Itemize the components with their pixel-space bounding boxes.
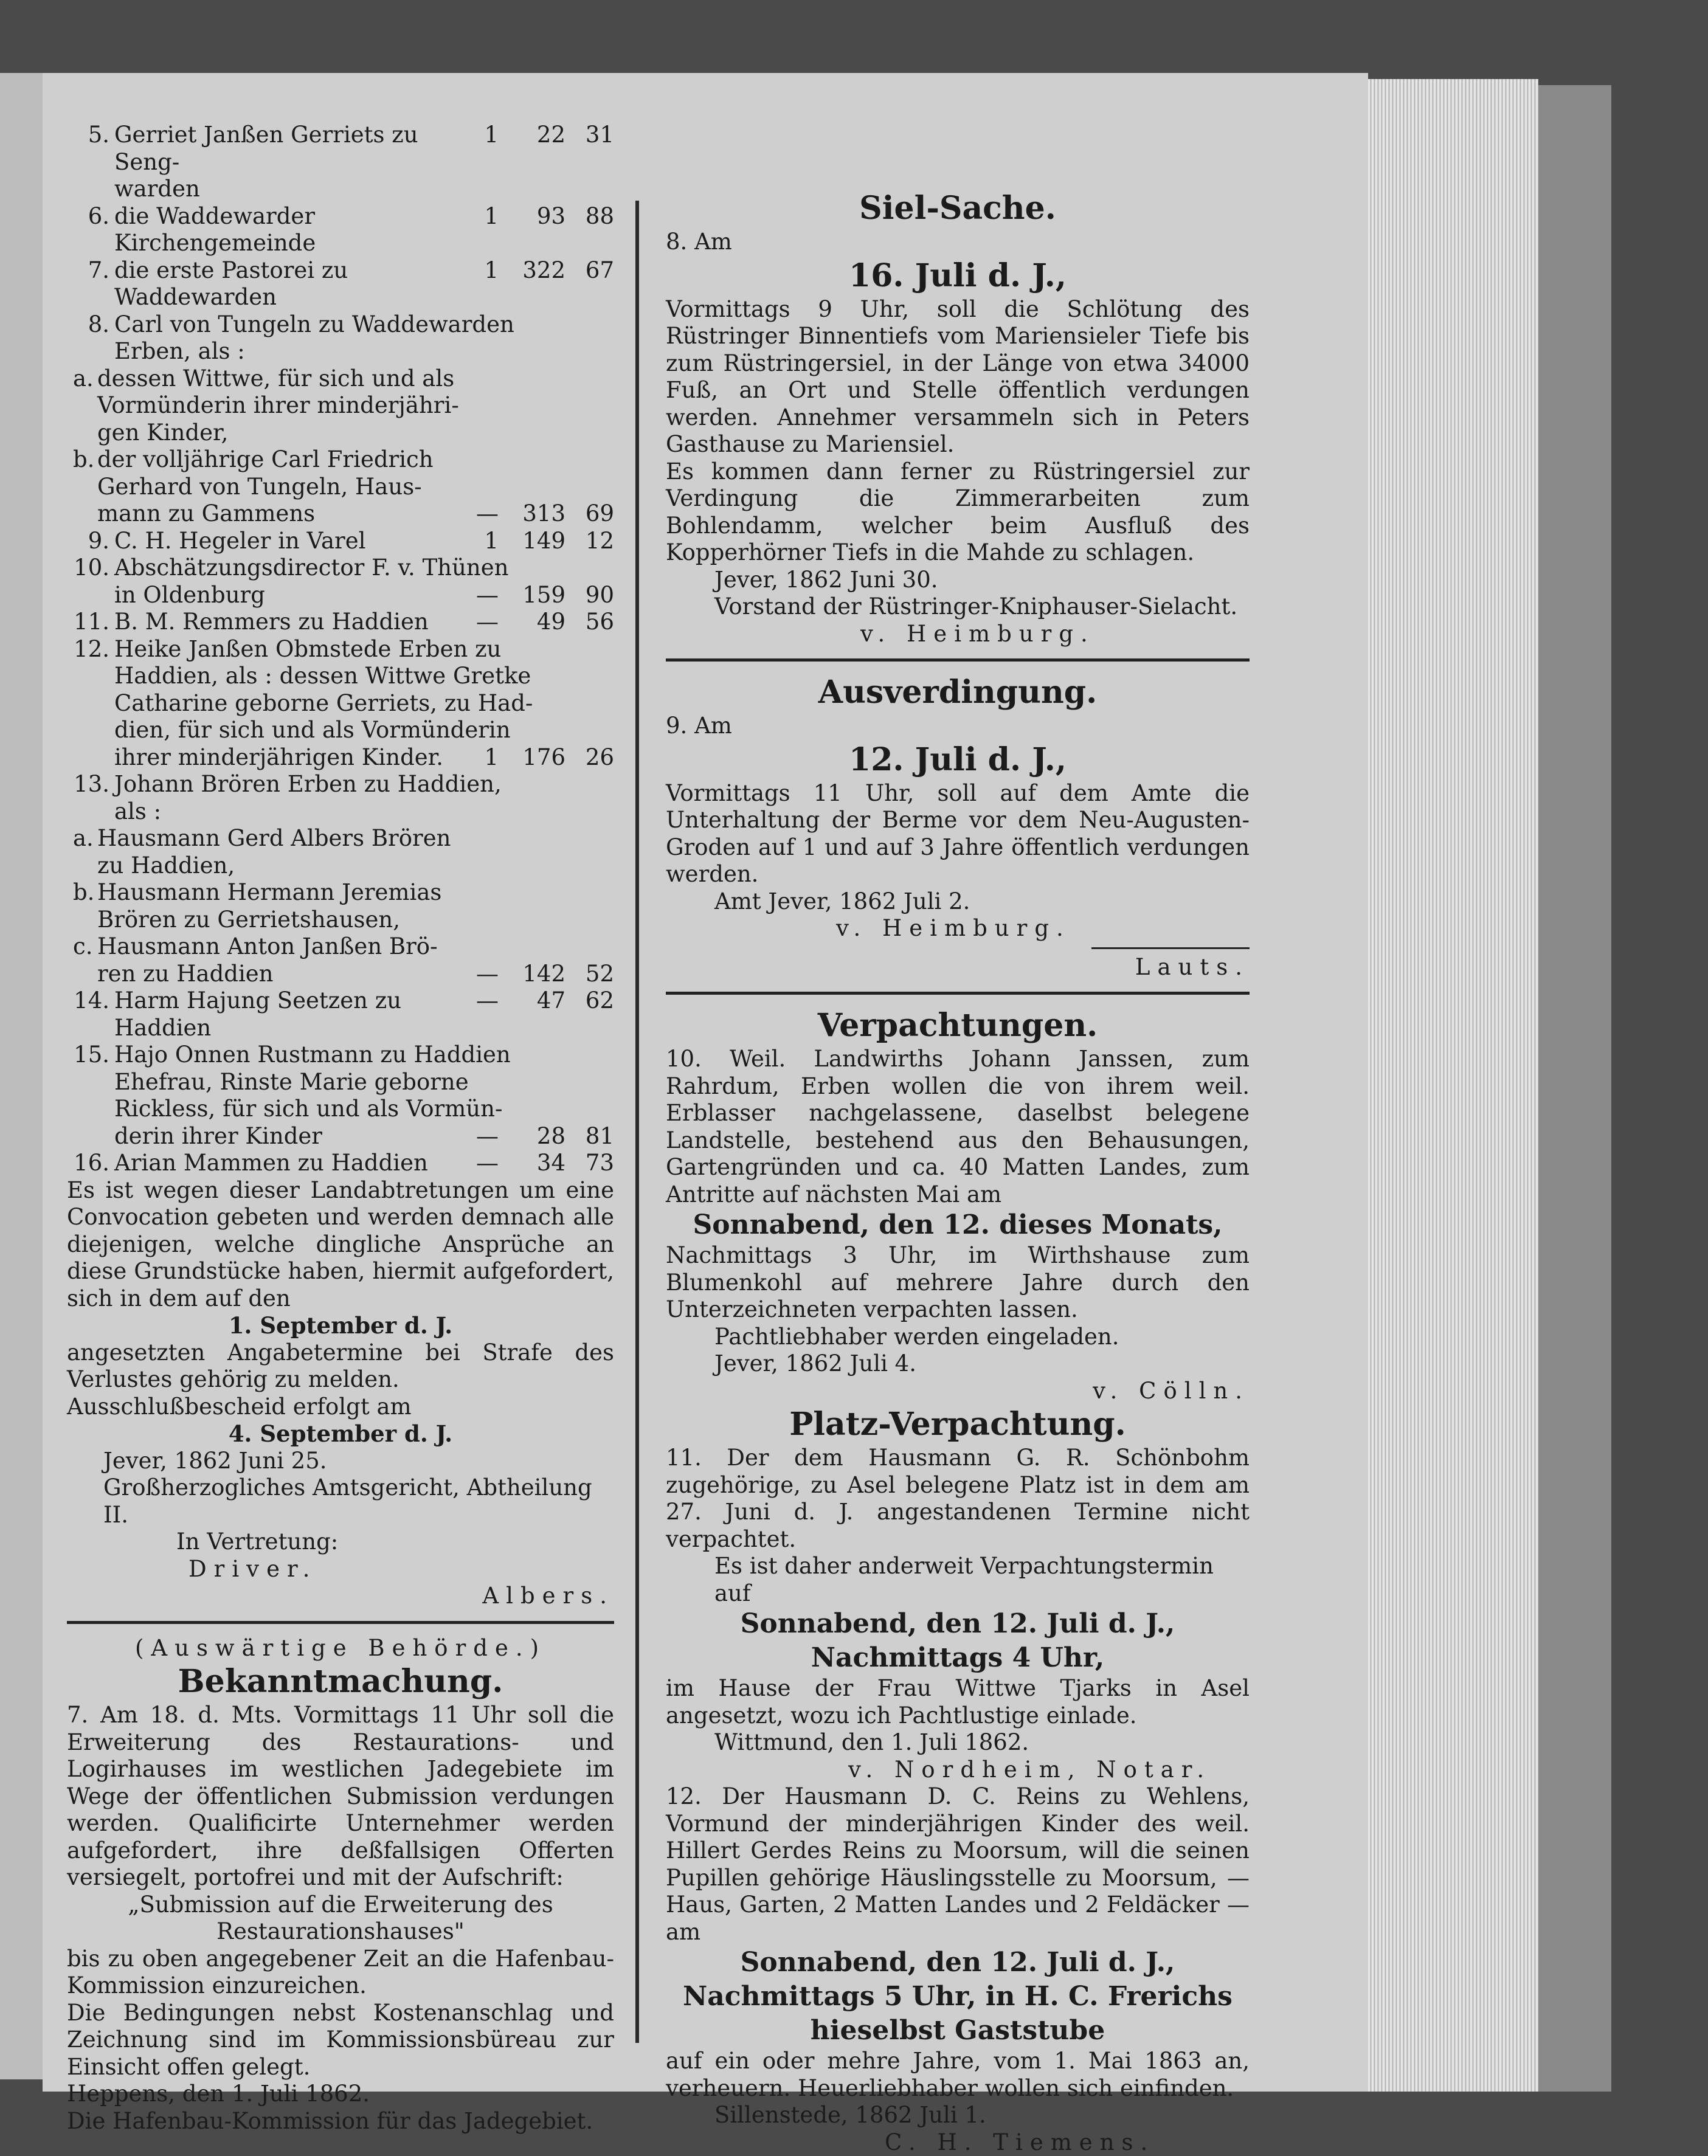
signature: C. H. Tiemens.	[666, 2129, 1250, 2156]
place-date: Jever, 1862 Juli 4.	[666, 1350, 1250, 1378]
paragraph: 12. Der Hausmann D. C. Reins zu Wehlens, Vormund der minderjährigen Kinder des weil. Hillert Gerdes Reins zu Moorsum, will die seinen Pupillen gehörige Häuslingsstelle zu Moorsum, — Haus, Garten, 2 Matten Landes und 2 Feldäcker — am	[666, 1783, 1250, 1946]
column-divider	[635, 201, 639, 2043]
entry-8: 8. Carl von Tungeln zu Waddewarden	[67, 311, 614, 339]
signature: Driver.	[67, 1556, 614, 1583]
section-title: Ausverdingung.	[666, 672, 1250, 713]
section-label: (Auswärtige Behörde.)	[67, 1635, 614, 1662]
entry-14: 14. Harm Hajung Seetzen zu Haddien — 47 62	[67, 987, 614, 1042]
paragraph: „Submission auf die Erweiterung des Restaurationshauses"	[67, 1892, 614, 1946]
signature-rule	[1091, 947, 1250, 949]
paragraph: im Hause der Frau Wittwe Tjarks in Asel angesetzt, wozu ich Pachtlustige einlade.	[666, 1675, 1250, 1729]
paragraph: 7. Am 18. d. Mts. Vormittags 11 Uhr soll die Erweiterung des Restaurations- und Logirhauses im westlichen Jadegebiete im Wege der öffentlichen Submission verdungen werden. Qualificirte Unternehmer werden aufgefordert, ihre deßfallsigen Offerten versiegelt, portofrei und mit der Aufschrift:	[67, 1702, 614, 1892]
date-heading: Sonnabend, den 12. Juli d. J., Nachmittags 5 Uhr, in H. C. Frerichs hieselbst Gaststube	[666, 1946, 1250, 2048]
date-heading: 12. Juli d. J.,	[666, 740, 1250, 780]
entry-10: 10. Abschätzungsdirector F. v. Thünen	[67, 555, 614, 582]
signature: Die Hafenbau-Kommission für das Jadegebiet.	[67, 2108, 614, 2135]
paragraph: Vormittags 11 Uhr, soll auf dem Amte die Unterhaltung der Berme vor dem Neu-Augusten-Groden auf 1 und auf 3 Jahre öffentlich verdungen werden.	[666, 780, 1250, 888]
section-title: Verpachtungen.	[666, 1006, 1250, 1046]
paragraph: Es ist daher anderweit Verpachtungstermin auf	[666, 1553, 1250, 1607]
entry-8b: b. der volljährige Carl Friedrich	[67, 446, 614, 474]
place-date: Heppens, den 1. Juli 1862.	[67, 2081, 614, 2108]
place-date: Sillenstede, 1862 Juli 1.	[666, 2102, 1250, 2129]
notice-number: 9. Am	[666, 713, 1250, 740]
in-vertretung: In Vertretung:	[67, 1529, 614, 1556]
entry-13: 13. Johann Brören Erben zu Haddien,	[67, 771, 614, 798]
entry-9: 9. C. H. Hegeler in Varel 1 149 12	[67, 528, 614, 555]
signature: v. Heimburg.	[666, 915, 1250, 942]
facing-page-edge	[0, 73, 43, 2079]
section-rule	[67, 1621, 614, 1624]
paragraph: 10. Weil. Landwirths Johann Janssen, zum Rahrdum, Erben wollen die von ihrem weil. Erblasser nachgelassene, daselbst belegene Landstelle, bestehend aus den Behausungen, Gartengründen und ca. 40 Matten Landes, zum Antritte auf nächsten Mai am	[666, 1046, 1250, 1208]
signature: Lauts.	[666, 954, 1250, 981]
place-date: Jever, 1862 Juni 25.	[67, 1448, 614, 1475]
paragraph: 11. Der dem Hausmann G. R. Schönbohm zugehörige, zu Asel belegene Platz ist in dem am 27. Juni d. J. angestandenen Termine nicht verpachtet.	[666, 1445, 1250, 1553]
notice-number: 8. Am	[666, 229, 1250, 256]
paragraph: Nachmittags 3 Uhr, im Wirthshause zum Blumenkohl auf mehrere Jahre durch den Unterzeichneten verpachten lassen.	[666, 1242, 1250, 1324]
entry-15: 15. Hajo Onnen Rustmann zu Haddien	[67, 1042, 614, 1069]
section-rule	[666, 992, 1250, 995]
paragraph: auf ein oder mehre Jahre, vom 1. Mai 1863 an, verheuern. Heuerliebhaber wollen sich einfinden.	[666, 2048, 1250, 2102]
section-rule	[666, 658, 1250, 662]
place-date: Jever, 1862 Juni 30.	[666, 567, 1250, 594]
place-date: Wittmund, den 1. Juli 1862.	[666, 1729, 1250, 1757]
paragraph: bis zu oben angegebener Zeit an die Hafenbau-Kommission einzureichen.	[67, 1946, 614, 2000]
date-heading: Sonnabend, den 12. dieses Monats,	[666, 1208, 1250, 1242]
date-heading: 16. Juli d. J.,	[666, 256, 1250, 296]
paragraph: Es kommen dann ferner zu Rüstringersiel zur Verdingung die Zimmerarbeiten zum Bohlendamm, welcher beim Ausfluß des Kopperhörner Tiefs in die Mahde zu schlagen.	[666, 458, 1250, 567]
entry-12: 12. Heike Janßen Obmstede Erben zu	[67, 636, 614, 663]
paragraph: Pachtliebhaber werden eingeladen.	[666, 1324, 1250, 1351]
left-column: 5. Gerriet Janßen Gerriets zu Seng- 1 22 31 warden 6. die Waddewarder Kirchengemeinde 1 93 88 7. die erste Pastorei zu Waddewarden 1 322 67 8. Carl von Tungeln zu Waddewarden Erben, als : a. dessen Wittwe, für sich und als Vormünderin ihrer minderjähri- gen Kinder, b. der volljährige Carl Friedrich Gerhard von Tungeln, Haus- mann zu Gammens — 313 69 9. C. H. Hegeler in Varel 1 149 12 10. Abschätzungsdirector F. v. Thünen in Oldenburg — 159 90 11. B. M. Remmers zu Haddien — 49 56 12. Heike Janßen Obmstede Erben zu Haddien, als : dessen Wittwe Gretke Catharine geborne Gerriets, zu Had- dien, für sich und als Vormünderin ihrer minderjährigen Kinder. 1 176 26 13. Johann Brören Erben zu Haddien, als : a. Hausmann Gerd Albers Brören zu Haddien, b. Hausmann Hermann Jeremias Brören zu Gerrietshausen, c. Hausmann Anton Janßen Brö- ren zu Haddien — 142 52 14. Harm Hajung Seetzen zu Haddien — 47 62 15. Hajo Onnen Rustmann zu Haddien Ehefrau, Rinste Marie geborne Rickless, für sich und als Vormün- derin ihrer Kinder — 28 81 16. Arian Mammen zu Haddien — 34 73 Es ist wegen dieser Landabtretungen um eine Convocation gebeten und werden demnach alle diejenigen, welche dingliche Ansprüche an diese Grundstücke haben, hiermit aufgefordert, sich in dem auf den 1. September d. J. angesetzten Angabetermine bei Strafe des Verlustes gehörig zu melden. Ausschlußbescheid erfolgt am 4. September d. J. Jever, 1862 Juni 25. Großherzogliches Amtsgericht, Abtheilung II. In Vertretung: Driver. Albers. (Auswärtige Behörde.) Bekanntmachung. 7. Am 18. d. Mts. Vormittags 11 Uhr soll die Erweiterung des Restaurations- und Logirhauses im westlichen Jadegebiete im Wege der öffentlichen Submission verdungen werden. Qualificirte Unternehmer werden aufgefordert, ihre deßfallsigen Offerten versiegelt, portofrei und mit der Aufschrift: „Submission auf die Erweiterung des Restaurationshauses" bis zu oben angegebener Zeit an die Hafenbau-Kommission einzureichen. Die Bedingungen nebst Kostenanschlag und Zeichnung sind im Kommissionsbüreau zur Einsicht offen gelegt. Heppens, den 1. Juli 1862. Die Hafenbau-Kommission für das Jadegebiet.	[67, 122, 614, 2135]
signature: Albers.	[67, 1583, 614, 1610]
paragraph: Ausschlußbescheid erfolgt am	[67, 1394, 614, 1421]
signature: v. Cölln.	[666, 1378, 1250, 1405]
section-title: Siel-Sache.	[666, 188, 1250, 229]
amount: 1 22 31	[468, 122, 614, 149]
entry-7: 7. die erste Pastorei zu Waddewarden 1 322 67	[67, 257, 614, 311]
section-title: Bekanntmachung.	[67, 1662, 614, 1702]
date-heading: 4. September d. J.	[67, 1420, 614, 1448]
entry-16: 16. Arian Mammen zu Haddien — 34 73	[67, 1150, 614, 1177]
convocation-text: Es ist wegen dieser Landabtretungen um eine Convocation gebeten und werden demnach alle diejenigen, welche dingliche Ansprüche an diese Grundstücke haben, hiermit aufgefordert, sich in dem auf den	[67, 1177, 614, 1313]
entry-8a: a. dessen Wittwe, für sich und als	[67, 365, 614, 393]
entry-13a: a. Hausmann Gerd Albers Brören	[67, 825, 614, 852]
signature: Vorstand der Rüstringer-Kniphauser-Sielacht.	[666, 593, 1250, 621]
court-name: Großherzogliches Amtsgericht, Abtheilung II.	[67, 1474, 614, 1529]
signature: v. Nordheim, Notar.	[666, 1757, 1250, 1784]
place-date: Amt Jever, 1862 Juli 2.	[666, 888, 1250, 916]
section-title: Platz-Verpachtung.	[666, 1405, 1250, 1445]
signature: v. Heimburg.	[666, 621, 1250, 648]
entry-11: 11. B. M. Remmers zu Haddien — 49 56	[67, 609, 614, 636]
date-heading: 1. September d. J.	[67, 1312, 614, 1339]
time-heading: Nachmittags 4 Uhr,	[666, 1641, 1250, 1675]
right-column	[666, 122, 1250, 2156]
paragraph: Vormittags 9 Uhr, soll die Schlötung des Rüstringer Binnentiefs vom Mariensieler Tiefe bis zum Rüstringersiel, in der Länge von etwa 34000 Fuß, an Ort und Stelle öffentlich verdungen werden. Annehmer versammeln sich in Peters Gasthause zu Mariensiel.	[666, 296, 1250, 458]
entry-13b: b. Hausmann Hermann Jeremias	[67, 879, 614, 907]
paragraph: angesetzten Angabetermine bei Strafe des Verlustes gehörig zu melden.	[67, 1339, 614, 1394]
book-cover-edge	[1538, 85, 1611, 2092]
paragraph: Die Bedingungen nebst Kostenanschlag und Zeichnung sind im Kommissionsbüreau zur Einsicht offen gelegt.	[67, 2000, 614, 2081]
entry-5: 5. Gerriet Janßen Gerriets zu Seng- 1 22 31	[67, 122, 614, 176]
date-heading: Sonnabend, den 12. Juli d. J.,	[666, 1607, 1250, 1641]
entry-13c: c. Hausmann Anton Janßen Brö-	[67, 933, 614, 961]
book-fore-edge	[1368, 79, 1538, 2092]
entry-6: 6. die Waddewarder Kirchengemeinde 1 93 88	[67, 203, 614, 257]
